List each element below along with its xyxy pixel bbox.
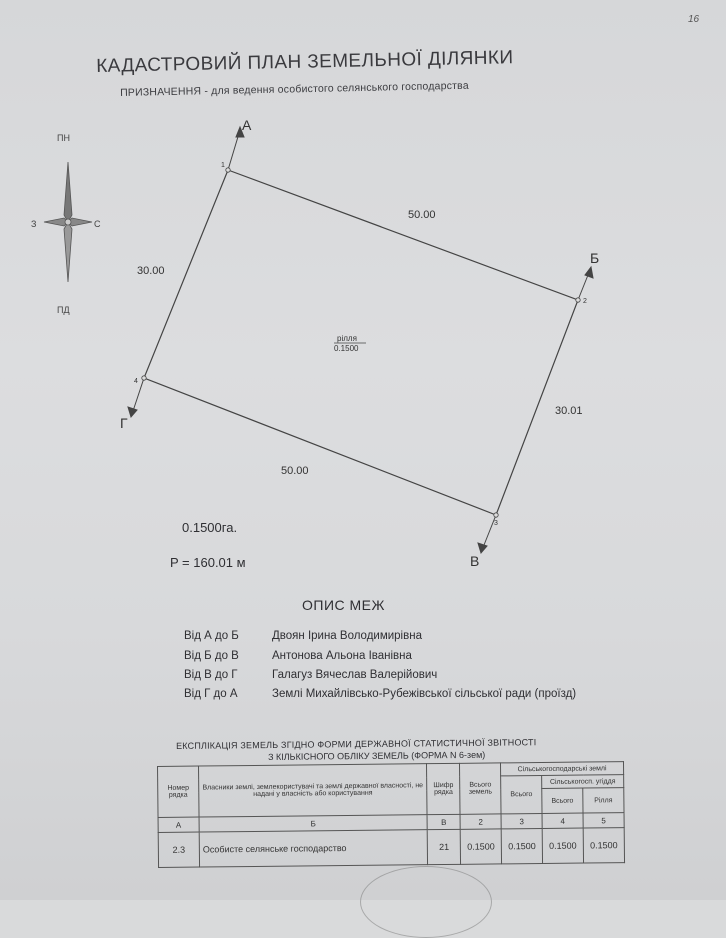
table-cell: В [427, 814, 460, 829]
table-row [158, 828, 624, 868]
plot-outline [144, 170, 578, 515]
side-length-bottom: 50.00 [281, 465, 309, 477]
header-total: Всього земель [460, 763, 501, 814]
boundary-owner: Антонова Альона Іванівна [272, 650, 412, 662]
boundary-owner: Землі Михайлівсько-Рубежівської сільської ради (проїзд) [272, 688, 577, 700]
point-number-3: 3 [494, 520, 498, 527]
perimeter: P = 160.01 м [170, 555, 246, 570]
explication-subtitle: З КІЛЬКІСНОГО ОБЛІКУ ЗЕМЕЛЬ (ФОРМА N 6-зем) [268, 749, 486, 762]
table-cell: 0.1500 [460, 829, 501, 864]
boundary-from: Від Б до В [184, 650, 239, 662]
header-code: Шифр рядка [427, 763, 460, 814]
side-length-left: 30.00 [137, 265, 165, 277]
boundary-owner: Двоян Ірина Володимирівна [272, 630, 422, 642]
table-cell: 2.3 [158, 832, 199, 867]
table-cell: 21 [427, 829, 460, 864]
table-cell: А [158, 817, 199, 832]
header-arable: Рілля [583, 788, 624, 813]
header-lands-total: Всього [542, 788, 583, 813]
header-owners: Власники землі, землекористувачі та землі державної власності, не надані у власність або користування [198, 764, 427, 817]
arrow-b-icon [585, 267, 593, 278]
boundary-from: Від В до Г [184, 669, 238, 681]
corner-letter-g: Г [120, 415, 128, 431]
side-length-top: 50.00 [408, 209, 436, 221]
arrow-g-icon [128, 407, 137, 417]
compass-west-label: З [31, 219, 37, 229]
explication-title: ЕКСПЛІКАЦІЯ ЗЕМЕЛЬ ЗГІДНО ФОРМИ ДЕРЖАВНОЇ СТАТИСТИЧНОЇ ЗВІТНОСТІ [176, 737, 537, 751]
page-number: 16 [688, 14, 700, 25]
arrow-v-icon [478, 543, 487, 553]
compass-east-label: С [94, 219, 101, 229]
table-cell: 0.1500 [501, 828, 542, 863]
table-cell: Особисте селянське господарство [199, 830, 428, 867]
table-cell: 0.1500 [583, 828, 624, 863]
table-cell: 5 [583, 813, 624, 828]
table-cell: Б [199, 815, 427, 832]
point-number-2: 2 [583, 298, 587, 305]
header-agri: Сільськогосподарські землі [501, 762, 624, 776]
table-cell: 2 [460, 814, 501, 829]
point-number-4: 4 [134, 378, 138, 385]
side-length-right: 30.01 [555, 405, 583, 417]
boundary-owner: Галагуз Вячеслав Валерійович [272, 669, 438, 681]
boundaries-heading: ОПИС МЕЖ [302, 597, 385, 613]
compass-north-label: ПН [57, 133, 70, 143]
area-total: 0.1500га. [182, 520, 238, 535]
stamp-icon [360, 866, 492, 938]
land-area-label: 0.1500 [334, 344, 359, 353]
table-cell: 4 [542, 813, 583, 828]
header-agri-total: Всього [501, 775, 542, 813]
compass-rose-icon [44, 162, 92, 282]
header-row-number: Номер рядка [158, 766, 199, 817]
boundary-from: Від Г до А [184, 688, 238, 700]
compass-south-label: ПД [57, 305, 70, 315]
corner-letter-b: Б [590, 250, 600, 266]
table-cell: 3 [501, 813, 542, 828]
purpose-line: ПРИЗНАЧЕННЯ - для ведення особистого селянського господарства [120, 79, 469, 99]
explication-table [157, 761, 625, 868]
document-title: КАДАСТРОВИЙ ПЛАН ЗЕМЕЛЬНОЇ ДІЛЯНКИ [96, 47, 514, 77]
corner-letter-v: В [470, 553, 480, 569]
corner-letter-a: А [242, 117, 252, 133]
boundary-from: Від А до Б [184, 630, 239, 642]
header-agri-lands: Сільськогосп. угіддя [542, 775, 624, 789]
table-cell: 0.1500 [542, 828, 583, 863]
land-type-label: рілля [337, 334, 357, 343]
point-number-1: 1 [221, 162, 225, 169]
